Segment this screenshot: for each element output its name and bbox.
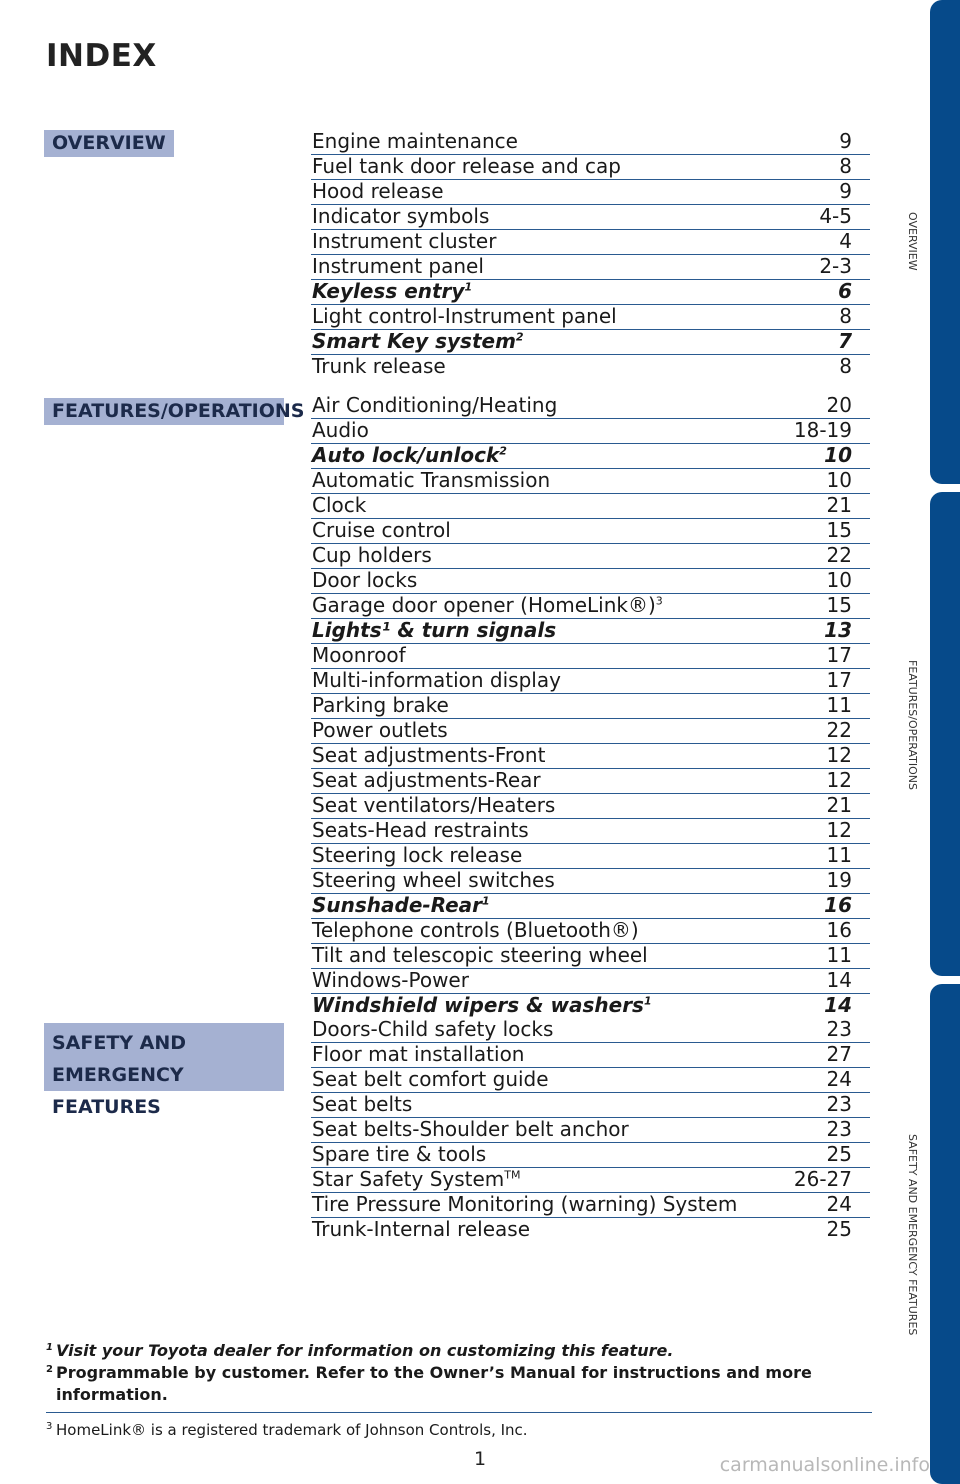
index-entry-title: Cup holders [312, 543, 432, 567]
index-entry [311, 1118, 870, 1143]
index-entry [311, 594, 870, 619]
section-label-line: EMERGENCY FEATURES [52, 1064, 184, 1118]
index-entry-title: Parking brake [312, 693, 449, 717]
index-entry-page: 24 [826, 1192, 852, 1216]
index-entry-superscript: 1 [482, 894, 490, 908]
index-entry-page: 22 [826, 718, 852, 742]
index-entry [311, 969, 870, 994]
index-entry-page: 24 [826, 1067, 852, 1091]
index-entry-title: Cruise control [312, 518, 451, 542]
index-entry [311, 130, 870, 155]
index-entry-superscript: 1 [643, 994, 652, 1008]
index-entry [311, 1218, 870, 1242]
index-entry-page: 18-19 [793, 418, 852, 442]
index-entry [311, 255, 870, 280]
index-entry-title: Seat adjustments-Front [312, 743, 546, 767]
index-entry [311, 155, 870, 180]
index-entry [311, 1193, 870, 1218]
index-entry [311, 819, 870, 844]
index-entry-page: 8 [839, 154, 852, 178]
index-entry [311, 519, 870, 544]
index-entry-page: 10 [826, 568, 852, 592]
index-entry-page: 2-3 [819, 254, 852, 278]
index-entry-page: 4-5 [819, 204, 852, 228]
index-entry-page: 22 [826, 543, 852, 567]
index-entry-page: 23 [826, 1017, 852, 1041]
index-entry-superscript: 3 [655, 594, 663, 608]
footnote-2 [46, 1362, 872, 1406]
index-entry-page: 27 [826, 1042, 852, 1066]
index-entry-title: Tilt and telescopic steering wheel [312, 943, 648, 967]
index-entry-title: Sunshade-Rear$^1$ [312, 893, 490, 917]
index-entry-page: 17 [826, 668, 852, 692]
side-tab-overview[interactable] [930, 0, 960, 484]
index-entry-page: 9 [839, 129, 852, 153]
index-entry-title: Hood release [312, 179, 444, 203]
index-entry [311, 355, 870, 379]
index-entry-superscript: 2 [515, 330, 524, 344]
index-entry [311, 419, 870, 444]
section-label-line: SAFETY AND [52, 1032, 187, 1054]
index-entry-page: 4 [839, 229, 852, 253]
index-entry [311, 694, 870, 719]
index-entry [311, 569, 870, 594]
index-entry-title: Instrument cluster [312, 229, 497, 253]
index-entry-page: 12 [826, 818, 852, 842]
index-entry-page: 8 [839, 354, 852, 378]
index-entry-page: 14 [826, 968, 852, 992]
footnote-number: 2 [46, 1364, 53, 1375]
index-entry-page: 11 [826, 693, 852, 717]
index-entry [311, 494, 870, 519]
index-entry-page: 14 [824, 993, 852, 1017]
index-entry-title: Keyless entry$^1$ [312, 279, 473, 303]
index-entry-page: 26-27 [793, 1167, 852, 1191]
index-entry [311, 1068, 870, 1093]
index-entry-page: 15 [826, 593, 852, 617]
index-entry [311, 1093, 870, 1118]
index-entry-title: Seats-Head restraints [312, 818, 529, 842]
index-entry-page: 25 [826, 1217, 852, 1241]
index-entry-title: Spare tire & tools [312, 1142, 487, 1166]
index-entry-title: Power outlets [312, 718, 448, 742]
overview-entries [311, 130, 870, 379]
index-entry-title: Steering lock release [312, 843, 523, 867]
index-entry-title: Star Safety System™ [312, 1167, 521, 1191]
index-entry-page: 12 [826, 743, 852, 767]
index-entry-title: Tire Pressure Monitoring (warning) System [312, 1192, 738, 1216]
index-entry-title: Moonroof [312, 643, 406, 667]
section-label-overview [44, 130, 174, 157]
index-entry-title: Lights¹ & turn signals [312, 618, 557, 642]
index-entry-title: Floor mat installation [312, 1042, 525, 1066]
index-entry [311, 230, 870, 255]
index-entry-title: Smart Key system$^2$ [312, 329, 524, 353]
index-entry-title: Engine maintenance [312, 129, 518, 153]
section-label-features-operations [44, 398, 305, 425]
index-entry-title: Windshield wipers & washers$^1$ [312, 993, 652, 1017]
index-entry-superscript: 1 [464, 280, 473, 294]
section-label-safety-emergency [44, 1023, 284, 1118]
index-entry-title: Instrument panel [312, 254, 484, 278]
index-entry-superscript: TM [504, 1168, 521, 1182]
index-entry-page: 15 [826, 518, 852, 542]
index-entry [311, 444, 870, 469]
index-entry [311, 869, 870, 894]
index-entry-title: Seat belt comfort guide [312, 1067, 549, 1091]
index-entry-title: Doors-Child safety locks [312, 1017, 554, 1041]
index-entry-title: Fuel tank door release and cap [312, 154, 621, 178]
index-entry-page: 9 [839, 179, 852, 203]
index-entry [311, 1043, 870, 1068]
index-entry-page: 21 [826, 493, 852, 517]
index-entry [311, 994, 870, 1018]
index-entry-title: Windows-Power [312, 968, 469, 992]
index-entry-title: Trunk-Internal release [312, 1217, 531, 1241]
index-entry-page: 21 [826, 793, 852, 817]
index-entry [311, 844, 870, 869]
index-entry-title: Automatic Transmission [312, 468, 551, 492]
index-entry [311, 544, 870, 569]
footnotes [46, 1340, 872, 1441]
index-entry-title: Telephone controls (Bluetooth®) [312, 918, 639, 942]
index-entry-page: 17 [826, 643, 852, 667]
index-entry-title: Garage door opener (HomeLink®)$^3$ [312, 593, 663, 617]
index-entry-page: 10 [826, 468, 852, 492]
index-entry [311, 644, 870, 669]
index-entry-title: Seat adjustments-Rear [312, 768, 541, 792]
index-entry-superscript: 2 [499, 444, 507, 458]
index-entry [311, 280, 870, 305]
page-title: INDEX [46, 38, 157, 74]
footnote-1 [46, 1340, 872, 1362]
index-entry [311, 330, 870, 355]
index-entry-page: 10 [824, 443, 852, 467]
index-entry [311, 669, 870, 694]
index-entry-title: Door locks [312, 568, 418, 592]
watermark: carmanualsonline.info [719, 1454, 930, 1476]
footnote-number: 3 [46, 1421, 53, 1432]
index-entry-title: Seat ventilators/Heaters [312, 793, 556, 817]
index-entry [311, 894, 870, 919]
index-entry [311, 619, 870, 644]
index-entry-page: 16 [826, 918, 852, 942]
index-entry [311, 794, 870, 819]
section-label-line: OVERVIEW [52, 132, 166, 154]
index-entry-page: 11 [826, 843, 852, 867]
footnote-3 [46, 1419, 872, 1441]
index-entry-title: Steering wheel switches [312, 868, 555, 892]
index-entry-page: 7 [838, 329, 852, 353]
index-entry-page: 6 [838, 279, 852, 303]
index-entry [311, 394, 870, 419]
index-entry [311, 469, 870, 494]
index-entry-page: 25 [826, 1142, 852, 1166]
index-entry-page: 16 [824, 893, 852, 917]
index-entry-title: Seat belts-Shoulder belt anchor [312, 1117, 629, 1141]
footnote-number: 1 [46, 1342, 53, 1353]
index-entry [311, 719, 870, 744]
index-entry-page: 23 [826, 1092, 852, 1116]
index-entry-page: 19 [826, 868, 852, 892]
index-entry [311, 744, 870, 769]
index-entry [311, 305, 870, 330]
section-label-line: FEATURES/OPERATIONS [52, 400, 305, 422]
index-entry-title: Light control-Instrument panel [312, 304, 617, 328]
index-entry-page: 23 [826, 1117, 852, 1141]
index-entry [311, 205, 870, 230]
features-operations-entries [311, 394, 870, 1018]
index-entry-title: Trunk release [312, 354, 446, 378]
index-entry-title: Air Conditioning/Heating [312, 393, 558, 417]
footnote-divider [46, 1412, 872, 1413]
index-entry [311, 1018, 870, 1043]
index-entry-title: Audio [312, 418, 369, 442]
index-entry [311, 944, 870, 969]
page-number: 1 [473, 1448, 487, 1470]
footnote-text: Programmable by customer. Refer to the Owner’s Manual for instructions and more information. [56, 1363, 812, 1404]
index-entry-page: 11 [826, 943, 852, 967]
footnote-text: Visit your Toyota dealer for information on customizing this feature. [56, 1341, 674, 1360]
index-entry [311, 1168, 870, 1193]
side-tab-features-operations[interactable] [930, 492, 960, 976]
index-entry [311, 1143, 870, 1168]
index-entry-title: Multi-information display [312, 668, 561, 692]
index-entry-title: Indicator symbols [312, 204, 490, 228]
index-entry-page: 13 [824, 618, 852, 642]
index-entry-title: Seat belts [312, 1092, 413, 1116]
index-entry-page: 8 [839, 304, 852, 328]
safety-emergency-entries [311, 1018, 870, 1242]
index-entry [311, 919, 870, 944]
index-entry [311, 180, 870, 205]
index-entry-title: Clock [312, 493, 367, 517]
index-entry [311, 769, 870, 794]
index-entry-title: Auto lock/unlock$^2$ [312, 443, 507, 467]
footnote-text: HomeLink® is a registered trademark of Johnson Controls, Inc. [56, 1421, 528, 1439]
index-entry-page: 20 [826, 393, 852, 417]
side-tab-safety-emergency[interactable] [930, 984, 960, 1484]
index-entry-page: 12 [826, 768, 852, 792]
